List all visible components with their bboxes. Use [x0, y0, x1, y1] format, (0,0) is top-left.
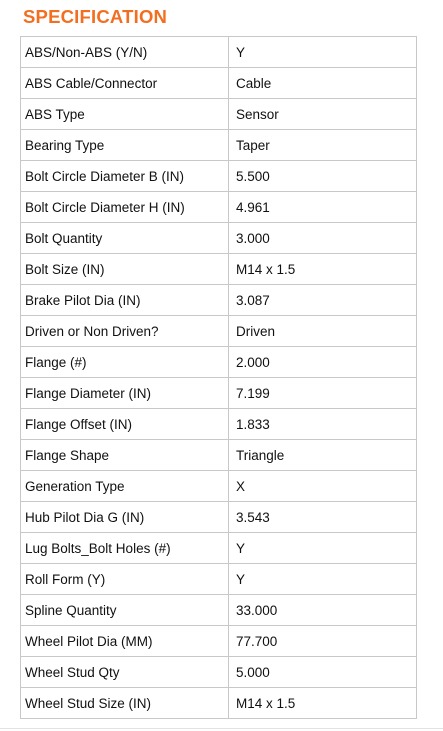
spec-row	[21, 254, 417, 285]
specification-table	[20, 36, 417, 719]
spec-row	[21, 471, 417, 502]
spec-value: 3.543	[229, 502, 417, 533]
spec-value: 5.000	[229, 657, 417, 688]
spec-row	[21, 533, 417, 564]
spec-row	[21, 99, 417, 130]
spec-value: Taper	[229, 130, 417, 161]
spec-row	[21, 502, 417, 533]
spec-label: Driven or Non Driven?	[21, 316, 229, 347]
spec-label: Wheel Stud Qty	[21, 657, 229, 688]
spec-value: 4.961	[229, 192, 417, 223]
spec-row	[21, 130, 417, 161]
spec-row	[21, 626, 417, 657]
spec-label: ABS/Non-ABS (Y/N)	[21, 37, 229, 68]
spec-value: 7.199	[229, 378, 417, 409]
spec-label: Flange Offset (IN)	[21, 409, 229, 440]
spec-row	[21, 316, 417, 347]
spec-row	[21, 409, 417, 440]
spec-row	[21, 440, 417, 471]
spec-row	[21, 595, 417, 626]
spec-value: 2.000	[229, 347, 417, 378]
spec-row	[21, 347, 417, 378]
spec-row	[21, 688, 417, 719]
spec-label: Bolt Circle Diameter B (IN)	[21, 161, 229, 192]
spec-row	[21, 192, 417, 223]
spec-label: ABS Cable/Connector	[21, 68, 229, 99]
spec-label: Hub Pilot Dia G (IN)	[21, 502, 229, 533]
spec-value: Sensor	[229, 99, 417, 130]
spec-label: Spline Quantity	[21, 595, 229, 626]
spec-label: Roll Form (Y)	[21, 564, 229, 595]
spec-label: Bearing Type	[21, 130, 229, 161]
spec-row	[21, 657, 417, 688]
spec-label: Wheel Stud Size (IN)	[21, 688, 229, 719]
spec-label: Bolt Quantity	[21, 223, 229, 254]
spec-row	[21, 223, 417, 254]
spec-value: Y	[229, 564, 417, 595]
spec-label: Wheel Pilot Dia (MM)	[21, 626, 229, 657]
spec-value: 77.700	[229, 626, 417, 657]
spec-row	[21, 68, 417, 99]
spec-label: Brake Pilot Dia (IN)	[21, 285, 229, 316]
spec-value: Triangle	[229, 440, 417, 471]
spec-row	[21, 37, 417, 68]
bottom-divider	[0, 728, 443, 729]
spec-value: 3.000	[229, 223, 417, 254]
spec-label: Generation Type	[21, 471, 229, 502]
spec-row	[21, 378, 417, 409]
spec-label: Flange Diameter (IN)	[21, 378, 229, 409]
spec-value: Cable	[229, 68, 417, 99]
spec-value: Driven	[229, 316, 417, 347]
spec-value: Y	[229, 37, 417, 68]
specification-heading: SPECIFICATION	[23, 6, 168, 27]
spec-label: Bolt Circle Diameter H (IN)	[21, 192, 229, 223]
spec-label: Flange (#)	[21, 347, 229, 378]
spec-value: 33.000	[229, 595, 417, 626]
spec-label: Bolt Size (IN)	[21, 254, 229, 285]
spec-value: M14 x 1.5	[229, 688, 417, 719]
spec-row	[21, 161, 417, 192]
spec-value: 5.500	[229, 161, 417, 192]
spec-label: Lug Bolts_Bolt Holes (#)	[21, 533, 229, 564]
spec-label: ABS Type	[21, 99, 229, 130]
spec-value: M14 x 1.5	[229, 254, 417, 285]
spec-label: Flange Shape	[21, 440, 229, 471]
spec-value: 1.833	[229, 409, 417, 440]
spec-row	[21, 285, 417, 316]
spec-value: 3.087	[229, 285, 417, 316]
spec-value: X	[229, 471, 417, 502]
spec-row	[21, 564, 417, 595]
specification-table-body	[21, 37, 417, 719]
spec-value: Y	[229, 533, 417, 564]
